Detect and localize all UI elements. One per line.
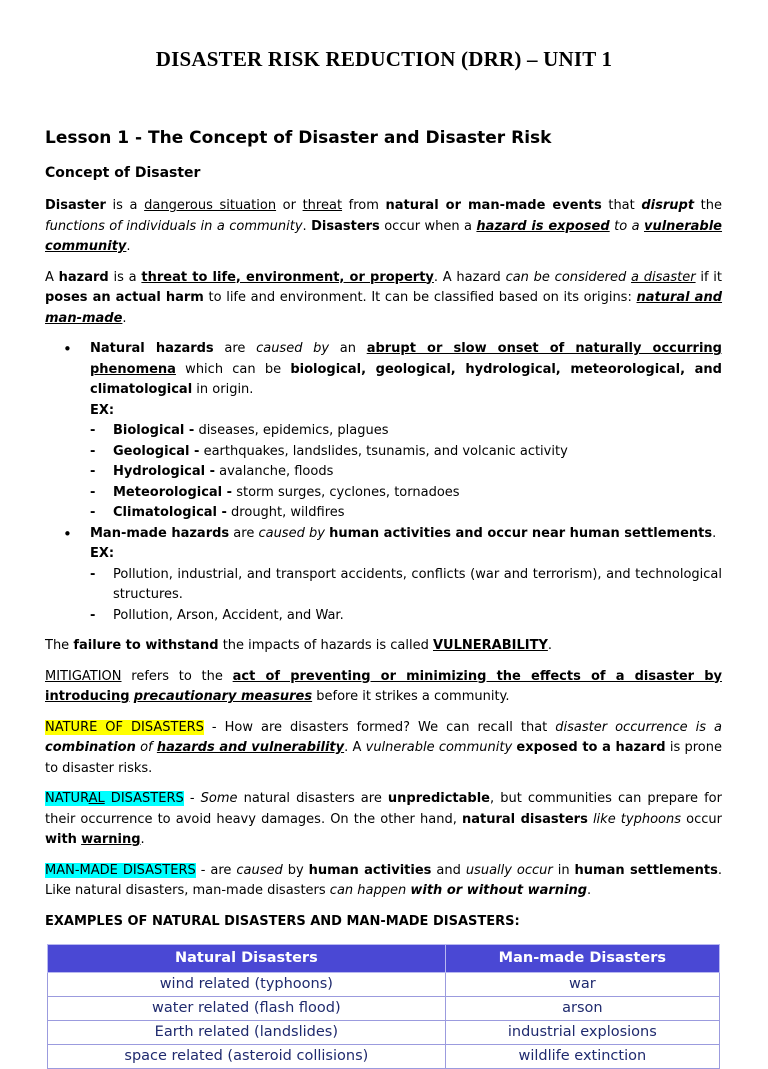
list-item: • Natural hazards are caused by an abrupt or slow onset of naturally occurring phenomena which can be biological, geological, hydrological, meteorological, and climatological in origin. EX: - Biological - diseases, epidemics, plagues - Geological - earthquakes, landslides, tsunamis, and volcanic activity - Hydrological - avalanche, floods - Meteorological - storm surges, cyclones, tornadoes - Climatological - drought, wildfires (45, 339, 722, 524)
list-item: - Hydrological - avalanche, floods (90, 462, 722, 483)
table-row (48, 997, 720, 1021)
list-item: - Pollution, Arson, Accident, and War. (90, 606, 722, 627)
table-row (48, 1021, 720, 1045)
manmade-disasters-description: MAN-MADE DISASTERS - are caused by human activities and usually occur in human settlements. Like natural disasters, man-made disasters can happen with or without warning. (45, 862, 722, 898)
document-title: DISASTER RISK REDUCTION (DRR) – UNIT 1 (155, 47, 613, 71)
vulnerability-definition: The failure to withstand the impacts of hazards is called VULNERABILITY. (45, 638, 553, 653)
highlighted-term: NATURAL DISASTERS (45, 791, 184, 806)
list-item: - Geological - earthquakes, landslides, tsunamis, and volcanic activity (90, 442, 722, 463)
list-item: - Climatological - drought, wildfires (90, 503, 722, 524)
table-cell: Earth related (landslides) (48, 1021, 446, 1045)
list-item: - Pollution, industrial, and transport accidents, conflicts (war and terrorism), and technological structures. (90, 565, 722, 606)
table-row (48, 973, 720, 997)
natural-hazard-examples (90, 421, 722, 524)
disaster-definition: Disaster is a dangerous situation or threat from natural or man-made events that disrupt the functions of individuals in a community. Disasters occur when a hazard is exposed to a vulnerable community. (45, 198, 723, 254)
disaster-examples-table (47, 944, 720, 1069)
list-item: - Biological - diseases, epidemics, plagues (90, 421, 722, 442)
list-item: • Man-made hazards are caused by human activities and occur near human settlements. EX: - Pollution, industrial, and transport accidents, conflicts (war and terrorism), and technological structures. - Pollution, Arson, Accident, and War. (45, 524, 722, 627)
mitigation-definition: MITIGATION refers to the act of preventing or minimizing the effects of a disaster by introducing precautionary measures before it strikes a community. (45, 668, 722, 704)
natural-disasters-description: NATURAL DISASTERS - Some natural disasters are unpredictable, but communities can prepare for their occurrence to avoid heavy damages. On the other hand, natural disasters like typhoons occur with warning. (45, 791, 722, 847)
table-cell: war (445, 973, 719, 997)
lesson-heading: Lesson 1 - The Concept of Disaster and Disaster Risk (45, 128, 552, 148)
example-label: EX: (90, 402, 115, 418)
highlighted-term: NATURE OF DISASTERS (45, 719, 204, 735)
examples-heading: EXAMPLES OF NATURAL DISASTERS AND MAN-MADE DISASTERS: (45, 913, 520, 929)
section-heading: Concept of Disaster (45, 165, 201, 181)
table-header-row (48, 945, 720, 973)
column-header: Man-made Disasters (445, 945, 719, 973)
list-item: - Meteorological - storm surges, cyclones, tornadoes (90, 483, 722, 504)
table-cell: industrial explosions (445, 1021, 719, 1045)
document-body (45, 196, 722, 1069)
table-cell: water related (flash flood) (48, 997, 446, 1021)
hazard-types-list (45, 339, 722, 626)
highlighted-term: MAN-MADE DISASTERS (45, 862, 196, 878)
example-label: EX: (90, 546, 115, 561)
nature-of-disasters: NATURE OF DISASTERS - How are disasters formed? We can recall that disaster occurrence is a combination of hazards and vulnerability. A vulnerable community exposed to a hazard is prone to disaster risks. (45, 719, 722, 776)
hazard-definition: A hazard is a threat to life, environment, or property. A hazard can be considered a disaster if it poses an actual harm to life and environment. It can be classified based on its origins: natural and man-made. (45, 269, 723, 326)
table-cell: wind related (typhoons) (48, 973, 446, 997)
table-cell: wildlife extinction (445, 1045, 719, 1069)
table-cell: space related (asteroid collisions) (48, 1045, 446, 1069)
table-cell: arson (445, 997, 719, 1021)
table-row (48, 1045, 720, 1069)
manmade-hazard-examples (90, 565, 722, 627)
column-header: Natural Disasters (48, 945, 446, 973)
